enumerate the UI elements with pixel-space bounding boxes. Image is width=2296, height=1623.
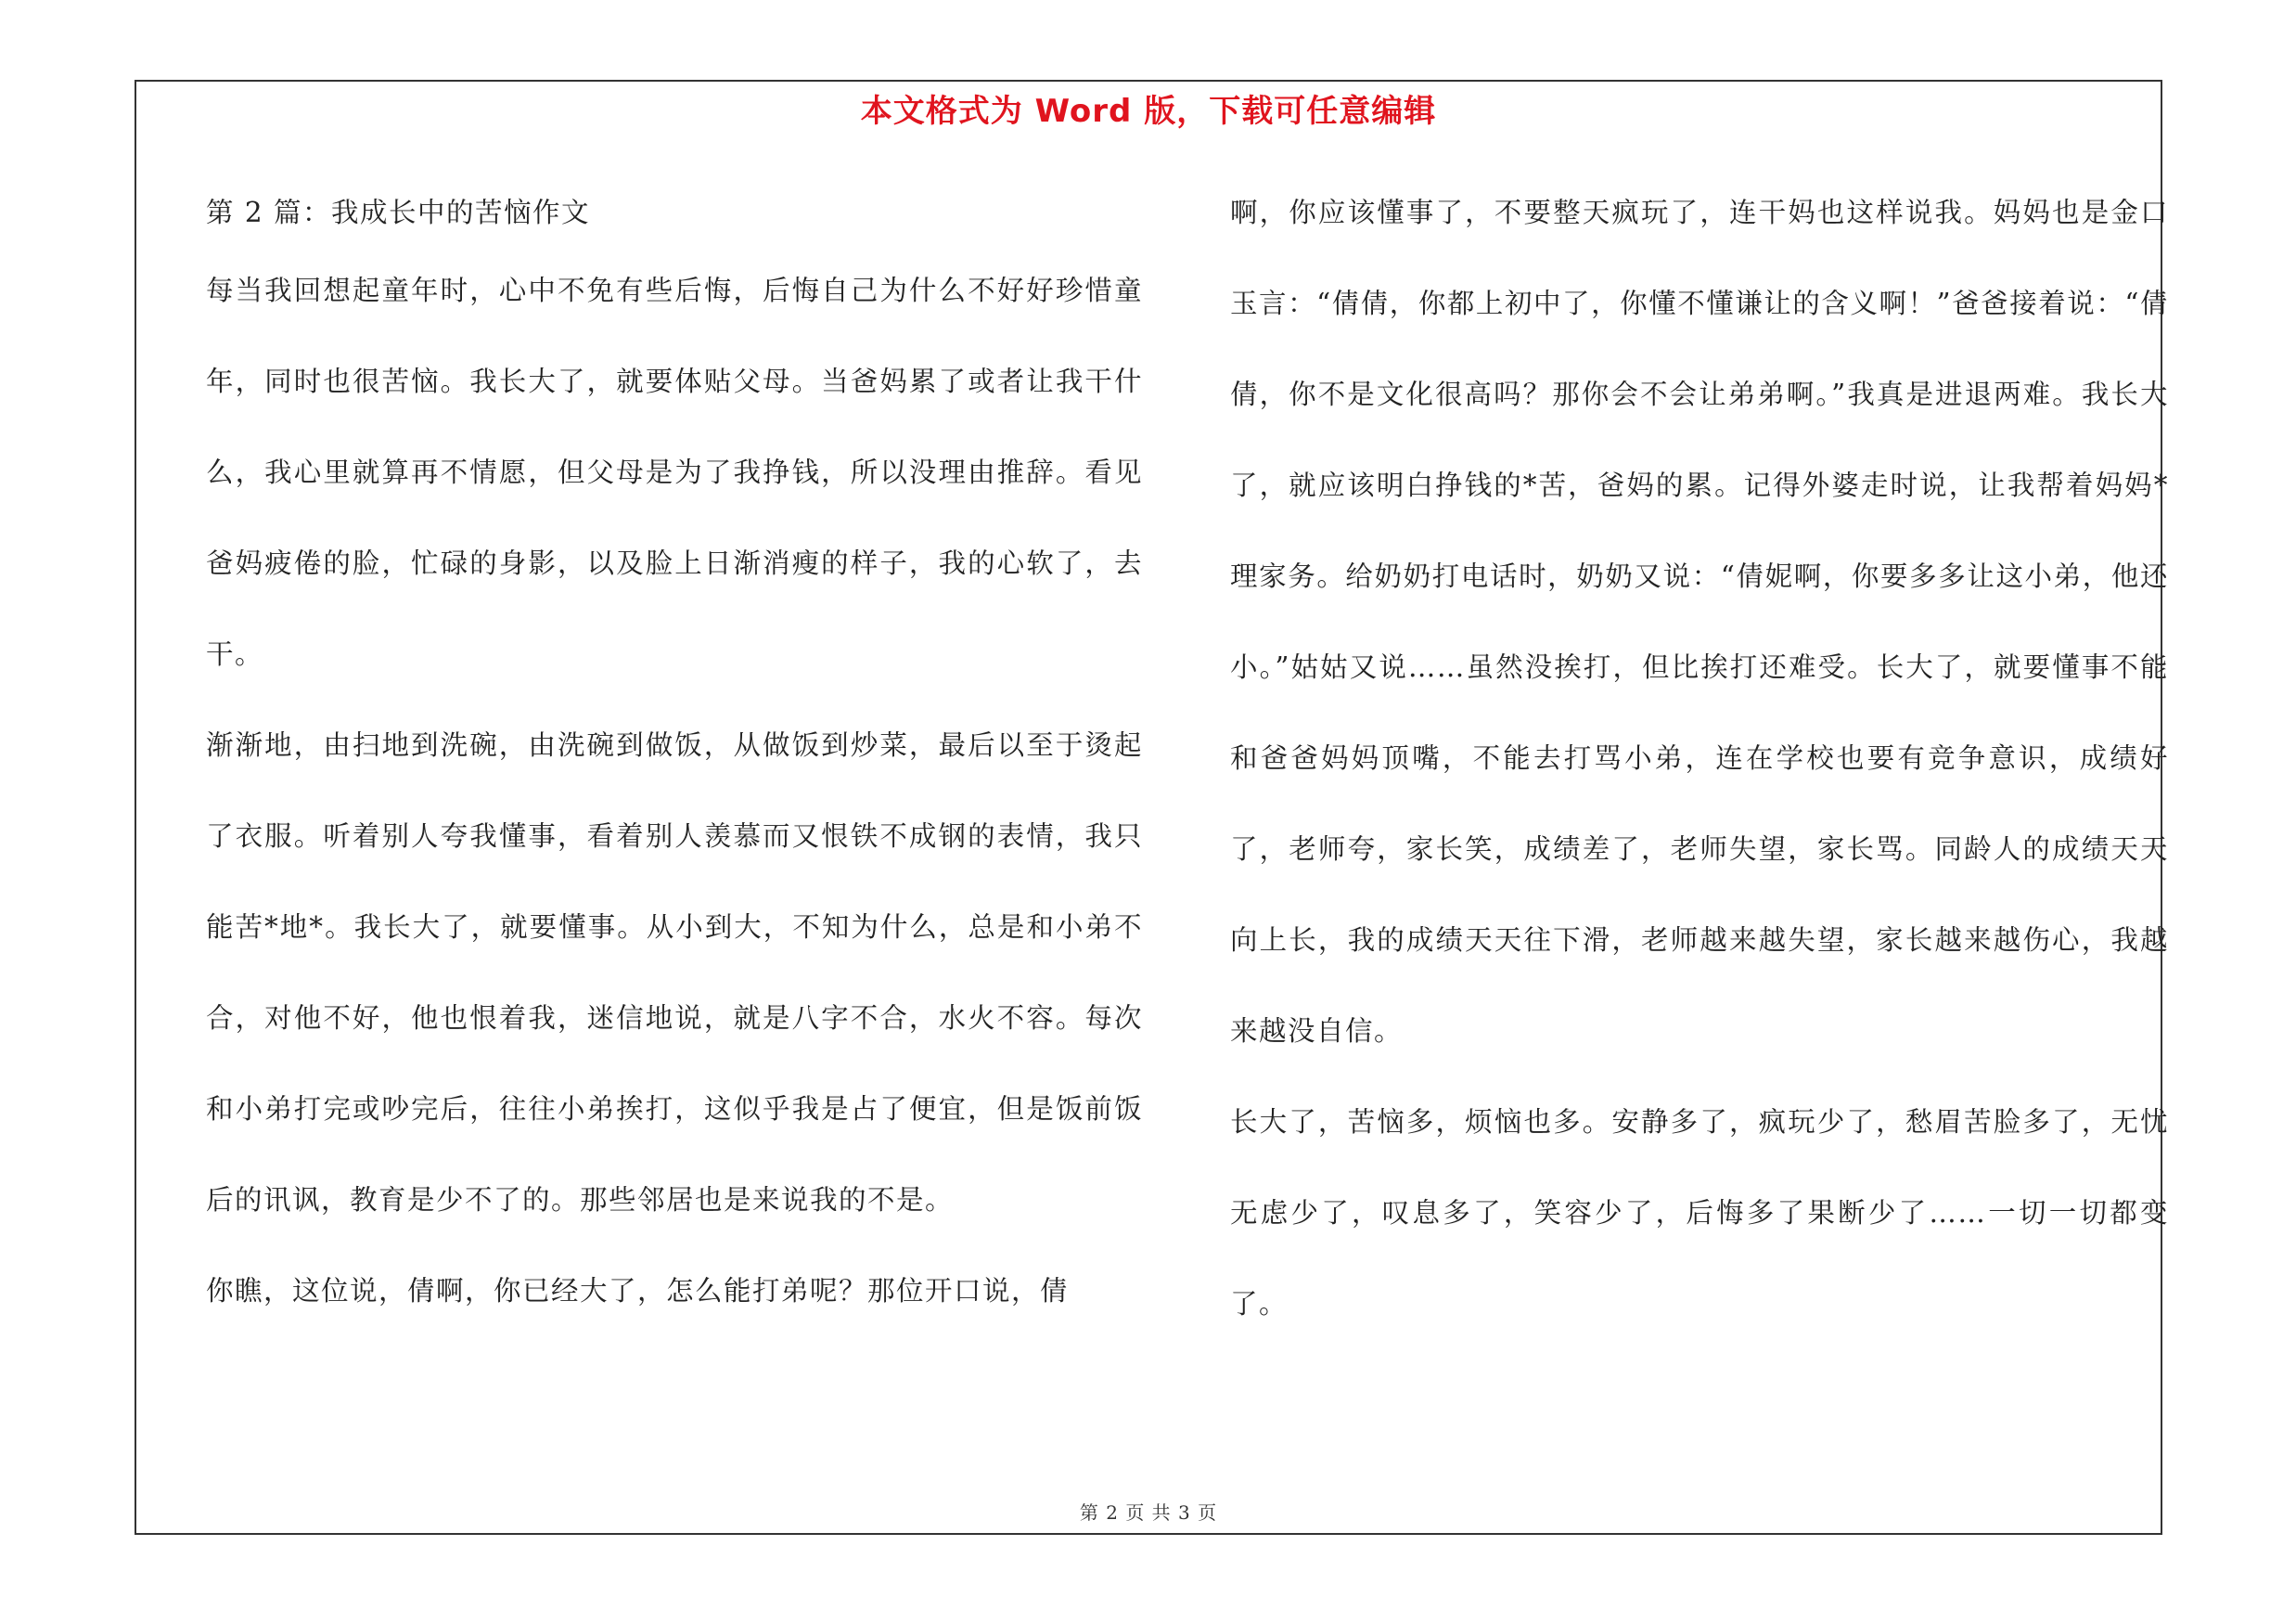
paragraph: 每当我回想起童年时，心中不免有些后悔，后悔自己为什么不好好珍惜童年，同时也很苦恼。我长大了，就要体贴父母。当爸妈累了或者让我干什么，我心里就算再不情愿，但父母是为了我挣钱，所以没理由推辞。看见爸妈疲倦的脸，忙碌的身影，以及脸上日渐消瘦的样子，我的心软了，去干。 [206, 275, 1143, 670]
header-banner: 本文格式为 Word 版，下载可任意编辑 [860, 93, 1437, 130]
page-number: 第 2 页 共 3 页 [1079, 1501, 1218, 1524]
paragraph: 啊，你应该懂事了，不要整天疯玩了，连干妈也这样说我。妈妈也是金口玉言：“倩倩，你都上初中了，你懂不懂谦让的含义啊！”爸爸接着说：“倩倩，你不是文化很高吗？那你会不会让弟弟啊。”我真是进退两难。我长大了，就应该明白挣钱的*苦，爸妈的累。记得外婆走时说，让我帮着妈妈*理家务。给奶奶打电话时，奶奶又说：“倩妮啊，你要多多让这小弟，他还小。”姑姑又说……虽然没挨打，但比挨打还难受。长大了，就要懂事不能和爸爸妈妈顶嘴，不能去打骂小弟，连在学校也要有竞争意识，成绩好了，老师夸，家长笑，成绩差了，老师失望，家长骂。同龄人的成绩天天向上长，我的成绩天天往下滑，老师越来越失望，家长越来越伤心，我越来越没自信。 [1230, 197, 2169, 1047]
left-column [206, 182, 1143, 1336]
right-column [1230, 182, 2169, 1349]
paragraph: 长大了，苦恼多，烦恼也多。安静多了，疯玩少了，愁眉苦脸多了，无忧无虑少了，叹息多了，笑容少了，后悔多了果断少了……一切一切都变了。 [1230, 1106, 2169, 1320]
article-title: 第 2 篇：我成长中的苦恼作文 [206, 197, 591, 228]
paragraph: 渐渐地，由扫地到洗碗，由洗碗到做饭，从做饭到炒菜，最后以至于烫起了衣服。听着别人夸我懂事，看着别人羡慕而又恨铁不成钢的表情，我只能苦*地*。我长大了，就要懂事。从小到大，不知为什么，总是和小弟不合，对他不好，他也恨着我，迷信地说，就是八字不合，水火不容。每次和小弟打完或吵完后，往往小弟挨打，这似乎我是占了便宜，但是饭前饭后的讯讽，教育是少不了的。那些邻居也是来说我的不是。 [206, 729, 1143, 1216]
paragraph: 你瞧，这位说，倩啊，你已经大了，怎么能打弟呢？那位开口说，倩 [206, 1275, 1070, 1307]
